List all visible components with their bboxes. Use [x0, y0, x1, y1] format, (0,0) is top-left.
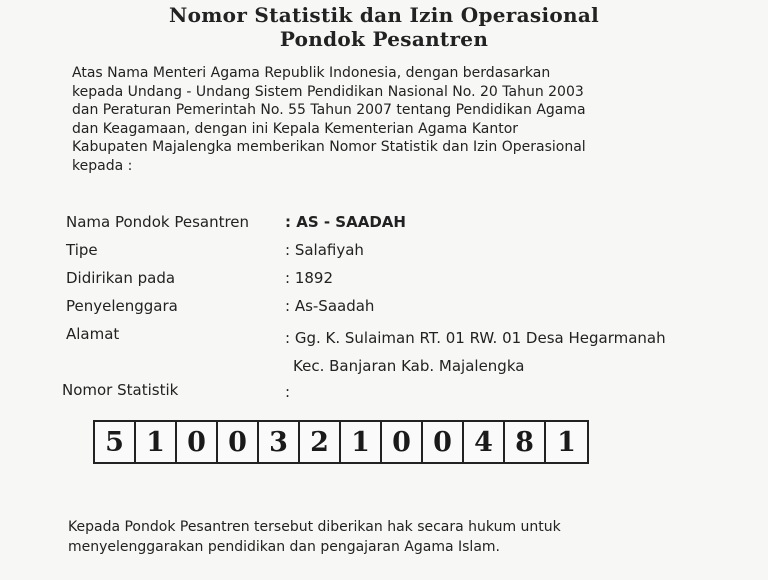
intro-paragraph: [72, 64, 692, 176]
intro-line: Kabupaten Majalengka memberikan Nomor Statistik dan Izin Operasional: [72, 139, 586, 156]
intro-line: dan Peraturan Pemerintah No. 55 Tahun 2007 tentang Pendidikan Agama: [72, 102, 586, 119]
statistic-digit-cell: 1: [557, 426, 576, 458]
closing-line: menyelenggarakan pendidikan dan pengajaran Agama Islam.: [68, 539, 500, 555]
statistic-digit-cell: 0: [423, 422, 464, 462]
didirikan-value: : 1892: [285, 269, 333, 287]
intro-line: dan Keagamaan, dengan ini Kepala Kementerian Agama Kantor: [72, 120, 519, 137]
closing-paragraph: [68, 517, 728, 557]
penyelenggara-value: : As-Saadah: [285, 297, 375, 315]
document-title: Nomor Statistik dan Izin Operasional: [169, 3, 599, 27]
statistic-digit-cell: 1: [341, 422, 382, 462]
statistic-digit-cell: 0: [382, 422, 423, 462]
statistic-digit-cell: 5: [95, 422, 136, 462]
tipe-value: : Salafiyah: [285, 241, 364, 259]
statistic-digit-cell: 1: [136, 422, 177, 462]
document-subtitle: Pondok Pesantren: [279, 27, 489, 51]
alamat-value-line1: : Gg. K. Sulaiman RT. 01 RW. 01 Desa Hegarmanah: [285, 329, 666, 347]
closing-line: Kepada Pondok Pesantren tersebut diberikan hak secara hukum untuk: [68, 519, 561, 535]
nomor-statistik-label: Nomor Statistik: [62, 381, 179, 399]
statistic-digit-cell: 0: [177, 422, 218, 462]
alamat-value-line2: Kec. Banjaran Kab. Majalengka: [293, 357, 525, 375]
statistic-digit-cell: 8: [505, 422, 546, 462]
nama-pondok-value: : AS - SAADAH: [285, 213, 406, 231]
nomor-statistik-colon: :: [285, 383, 291, 401]
penyelenggara-label: Penyelenggara: [66, 297, 178, 315]
nama-pondok-label: Nama Pondok Pesantren: [66, 213, 250, 231]
tipe-label: Tipe: [66, 241, 98, 259]
statistic-digit-cell: 2: [300, 422, 341, 462]
statistic-digit-cell: 3: [259, 422, 300, 462]
statistic-digit-cell: 0: [218, 422, 259, 462]
alamat-label: Alamat: [66, 325, 120, 343]
didirikan-label: Didirikan pada: [66, 269, 176, 287]
intro-line: kepada Undang - Undang Sistem Pendidikan Nasional No. 20 Tahun 2003: [72, 83, 584, 100]
statistic-digit-cell: 4: [464, 422, 505, 462]
nomor-statistik-box: [93, 420, 589, 464]
intro-line: Atas Nama Menteri Agama Republik Indonesia, dengan berdasarkan: [72, 65, 551, 81]
intro-line: kepada :: [72, 157, 133, 174]
